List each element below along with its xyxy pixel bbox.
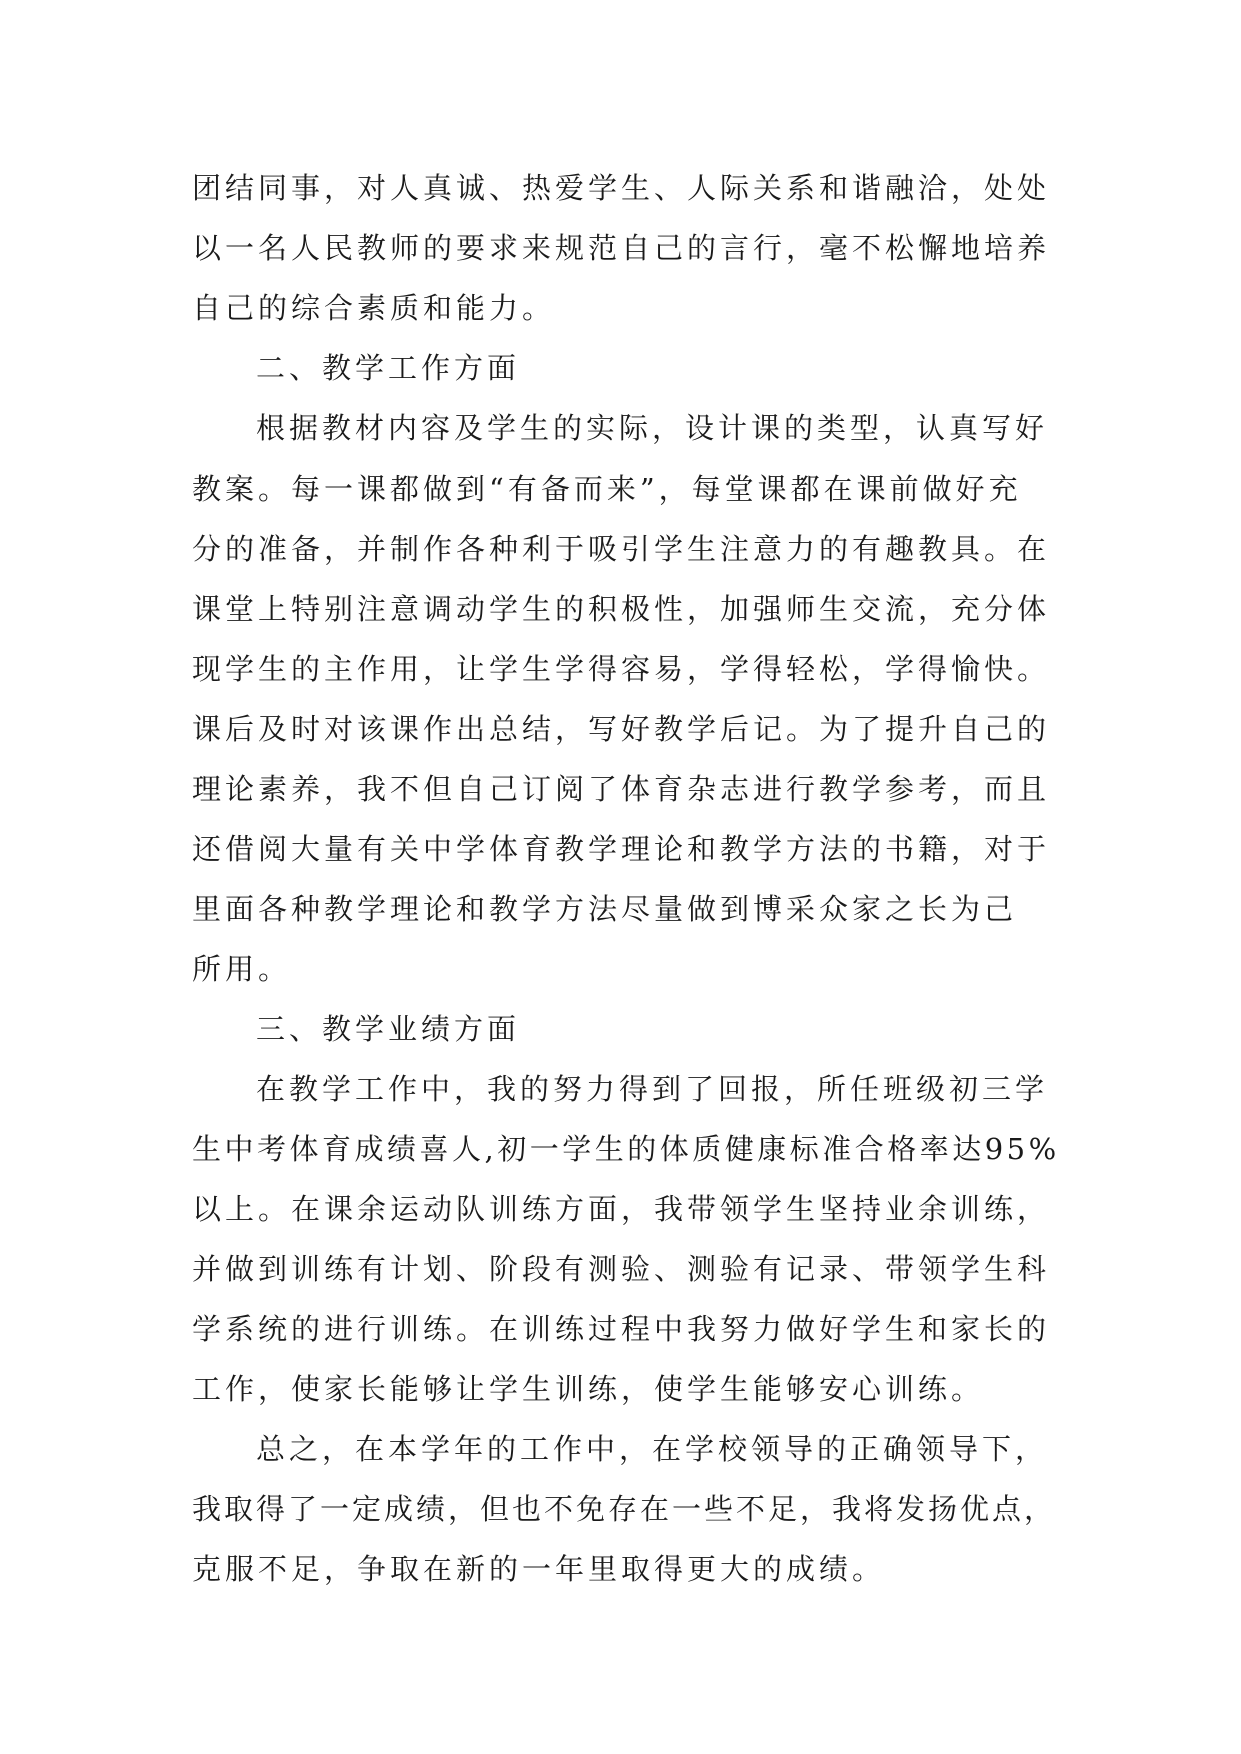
text-line: 在教学工作中，我的努力得到了回报，所任班级初三学 (256, 1072, 1049, 1106)
text-line: 里面各种教学理论和教学方法尽量做到博采众家之长为己 (192, 892, 1018, 926)
text-line: 总之，在本学年的工作中，在学校领导的正确领导下， (256, 1432, 1049, 1466)
text-line: 克服不足，争取在新的一年里取得更大的成绩。 (192, 1552, 886, 1586)
text-line: 生中考体育成绩喜人,初一学生的体质健康标准合格率达95% (192, 1132, 1060, 1166)
text-line: 团结同事，对人真诚、热爱学生、人际关系和谐融洽，处处 (192, 171, 1051, 205)
text-line: 还借阅大量有关中学体育教学理论和教学方法的书籍，对于 (192, 832, 1051, 866)
section-heading: 三、教学业绩方面 (256, 1012, 521, 1046)
text-line: 课后及时对该课作出总结，写好教学后记。为了提升自己的 (192, 712, 1051, 746)
text-line: 学系统的进行训练。在训练过程中我努力做好学生和家长的 (192, 1312, 1051, 1346)
text-line: 以一名人民教师的要求来规范自己的言行，毫不松懈地培养 (192, 231, 1051, 265)
text-line: 以上。在课余运动队训练方面，我带领学生坚持业余训练， (192, 1192, 1051, 1226)
section-heading: 二、教学工作方面 (256, 351, 521, 385)
text-line: 工作，使家长能够让学生训练，使学生能够安心训练。 (192, 1372, 985, 1406)
text-line: 并做到训练有计划、阶段有测验、测验有记录、带领学生科 (192, 1252, 1051, 1286)
text-line: 教案。每一课都做到“有备而来”，每堂课都在课前做好充 (192, 472, 1022, 506)
text-line: 所用。 (192, 952, 292, 986)
text-line: 分的准备，并制作各种利于吸引学生注意力的有趣教具。在 (192, 532, 1051, 566)
text-line: 根据教材内容及学生的实际，设计课的类型，认真写好 (256, 411, 1049, 445)
text-line: 现学生的主作用，让学生学得容易，学得轻松，学得愉快。 (192, 652, 1051, 686)
text-line: 课堂上特别注意调动学生的积极性，加强师生交流，充分体 (192, 592, 1051, 626)
text-line: 理论素养，我不但自己订阅了体育杂志进行教学参考，而且 (192, 772, 1051, 806)
text-line: 自己的综合素质和能力。 (192, 291, 556, 325)
text-line: 我取得了一定成绩，但也不免存在一些不足，我将发扬优点， (192, 1492, 1057, 1526)
